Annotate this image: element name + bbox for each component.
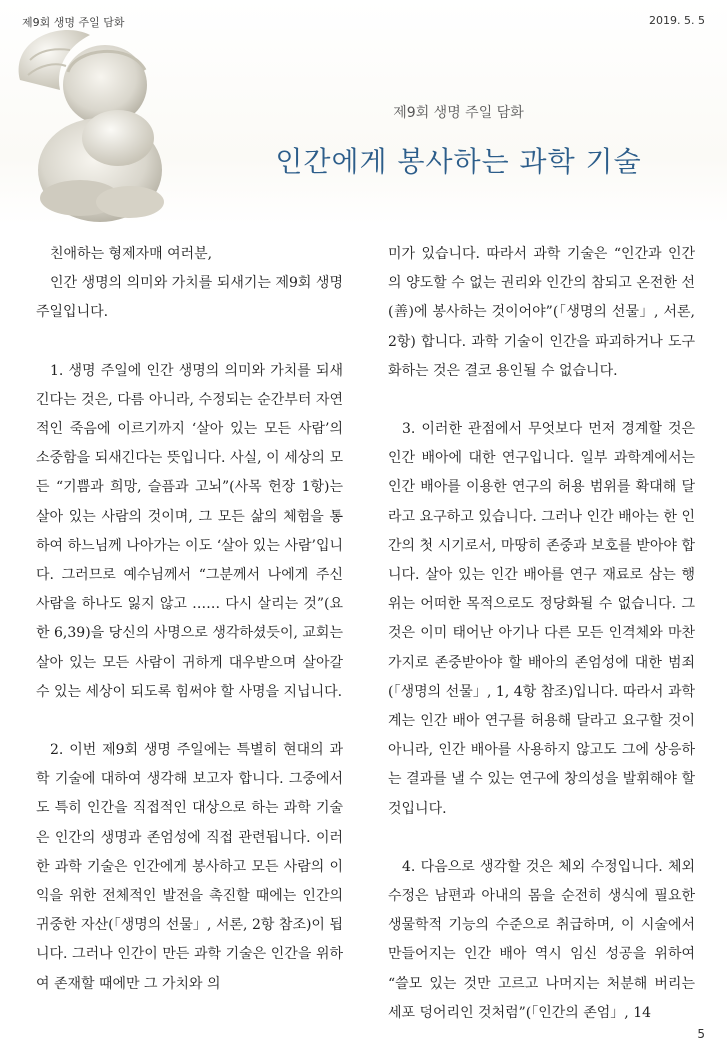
page-number: 5: [697, 1027, 705, 1041]
subtitle: 제9회 생명 주일 담화: [393, 105, 524, 121]
page-title: 인간에게 봉사하는 과학 기술: [275, 145, 642, 178]
date-label: 2019. 5. 5: [649, 14, 705, 27]
series-label: 제9회 생명 주일 담화: [22, 16, 125, 29]
paragraph-2-continued: 미가 있습니다. 따라서 과학 기술은 “인간과 인간의 양도할 수 없는 권리와 인간의 참되고 온전한 선(善)에 봉사하는 것이어야”(「생명의 선물」, 서론, 2항) 합니다. 과학 기술이 인간을 파괴하거나 도구화하는 것은 결코 용인될 수 없습니다.: [388, 246, 695, 379]
intro-paragraph: 인간 생명의 의미와 가치를 되새기는 제9회 생명 주일입니다.: [36, 275, 343, 321]
paragraph-2: 2. 이번 제9회 생명 주일에는 특별히 현대의 과학 기술에 대하여 생각해 보고자 합니다. 그중에서도 특히 인간을 직접적인 대상으로 하는 과학 기술은 인간의 생명과 존엄성에 직접 관련됩니다. 이러한 과학 기술은 인간에게 봉사하고 모든 사람의 이익을 위한 전체적인 발전을 촉진할 때에는 인간의 귀중한 자산(「생명의 선물」, 서론, 2항 참조)이 됩니다. 그러나 인간이 만든 과학 기술은 인간을 위하여 존재할 때에만 그 가치와 의: [36, 742, 343, 992]
angel-statue-image: [0, 20, 190, 225]
paragraph-4: 4. 다음으로 생각할 것은 체외 수정입니다. 체외 수정은 남편과 아내의 몸을 순전히 생식에 필요한 생물학적 기능의 수준으로 취급하며, 이 시술에서 만들어지는 인간 배아 역시 임신 성공을 위하여 “쓸모 있는 것만 고르고 나머지는 처분해 버리는 세포 덩어리인 것처럼”(「인간의 존엄」, 14: [388, 858, 695, 1021]
paragraph-3: 3. 이러한 관점에서 무엇보다 먼저 경계할 것은 인간 배아에 대한 연구입니다. 일부 과학계에서는 인간 배아를 이용한 연구의 허용 범위를 확대해 달라고 요구하고 있습니다. 그러나 인간 배아는 한 인간의 첫 시기로서, 마땅히 존중과 보호를 받아야 합니다. 살아 있는 인간 배아를 연구 재료로 삼는 행위는 어떠한 목적으로도 정당화될 수 없습니다. 그것은 이미 태어난 아기나 다른 모든 인격체와 마찬가지로 존중받아야 할 배아의 존엄성에 대한 범죄(「생명의 선물」, 1, 4항 참조)입니다. 따라서 과학계는 인간 배아 연구를 허용해 달라고 요구할 것이 아니라, 인간 배아를 사용하지 않고도 그에 상응하는 결과를 낼 수 있는 연구에 창의성을 발휘해야 할 것입니다.: [388, 421, 695, 817]
hero-banner: [0, 0, 727, 225]
greeting: 친애하는 형제자매 여러분,: [50, 246, 213, 262]
right-column: [388, 240, 695, 1028]
left-column: [36, 240, 343, 999]
paragraph-1: 1. 생명 주일에 인간 생명의 의미와 가치를 되새긴다는 것은, 다름 아니라, 수정되는 순간부터 자연적인 죽음에 이르기까지 ‘살아 있는 모든 사람’의 소중함을 되새긴다는 뜻입니다. 사실, 이 세상의 모든 “기쁨과 희망, 슬픔과 고뇌”(사목 헌장 1항)는 살아 있는 사람의 것이며, 그 모든 삶의 체험을 통하여 하느님께 나아가는 이도 ‘살아 있는 사람’입니다. 그러므로 예수님께서 “그분께서 나에게 주신 사람을 하나도 잃지 않고 …… 다시 살리는 것”(요한 6,39)을 당신의 사명으로 생각하셨듯이, 교회는 살아 있는 모든 사람이 귀하게 대우받으며 살아갈 수 있는 세상이 되도록 힘써야 할 사명을 지닙니다.: [36, 362, 343, 700]
